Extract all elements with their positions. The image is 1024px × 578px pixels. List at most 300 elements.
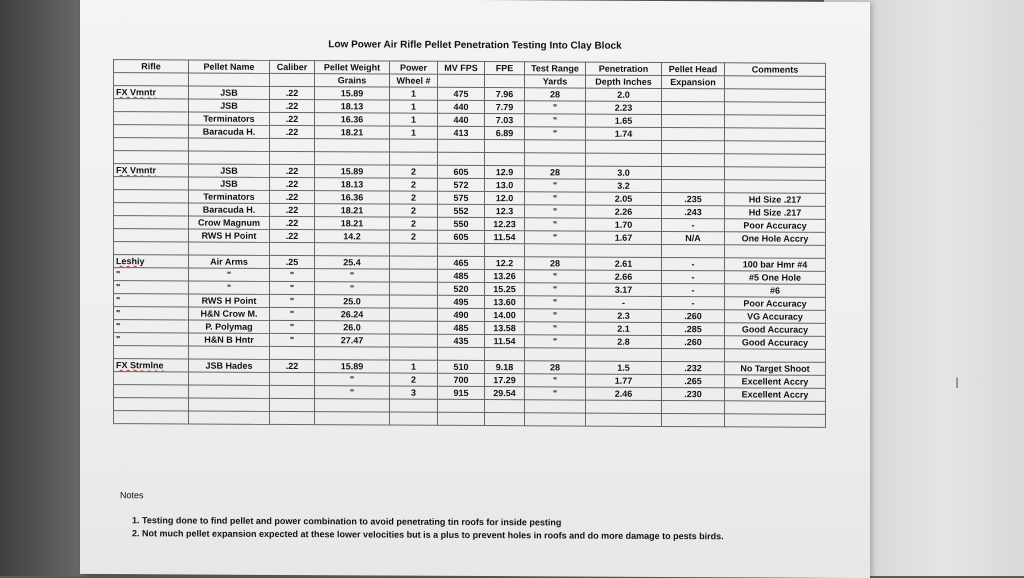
cell-text: 18.21: [340, 205, 364, 216]
table-cell: [270, 99, 315, 112]
table-cell: [390, 230, 438, 243]
table-cell: [270, 86, 315, 99]
table-cell: [315, 256, 390, 269]
table-cell: [189, 268, 270, 281]
cell-text: .235: [684, 194, 702, 205]
table-cell: [725, 323, 826, 337]
blank-cell: [485, 244, 525, 257]
table-cell: [390, 308, 438, 321]
cell-text: FX Strmlne: [116, 360, 164, 371]
blank-cell: [270, 346, 315, 359]
cell-text: 2: [410, 231, 416, 242]
table-cell: [189, 255, 270, 268]
table-cell: [390, 100, 438, 113]
table-cell: [114, 190, 189, 203]
cell-text: One Hole Accry: [741, 233, 809, 244]
cell-text: 11.54: [493, 232, 516, 243]
table-cell: [725, 362, 826, 376]
column-header: MV FPS: [438, 61, 485, 74]
table-cell: [114, 333, 189, 346]
cell-text: No Target Shoot: [740, 363, 810, 374]
blank-cell: [390, 139, 438, 152]
cell-text: ": [289, 283, 295, 294]
table-cell: [662, 205, 725, 218]
cell-text: 14.2: [343, 231, 361, 242]
cell-text: .22: [285, 114, 299, 125]
table-cell: [485, 114, 525, 127]
table-cell: [485, 218, 525, 231]
blank-cell: [586, 413, 662, 426]
column-header: Test Range: [525, 62, 586, 75]
cell-text: .260: [684, 311, 702, 322]
cell-text: 15.25: [493, 284, 516, 295]
cell-text: 26.0: [343, 322, 361, 333]
table-cell: [270, 190, 315, 203]
table-cell: [586, 322, 662, 335]
cell-text: 1.67: [614, 232, 633, 243]
desk-background-left: [0, 0, 85, 576]
table-cell: [525, 283, 586, 296]
table-cell: [725, 89, 826, 103]
table-cell: [725, 128, 826, 142]
table-cell: [114, 216, 189, 229]
cell-text: ": [552, 323, 558, 334]
table-cell: [525, 374, 586, 387]
blank-cell: [525, 413, 586, 426]
cell-text: ": [289, 322, 295, 333]
cell-text: 2.23: [614, 102, 633, 113]
column-subheader: Expansion: [662, 75, 725, 88]
blank-cell: [189, 398, 270, 411]
table-cell: [485, 270, 525, 283]
table-cell: [390, 191, 438, 204]
blank-cell: [662, 244, 725, 257]
table-cell: [315, 269, 390, 282]
table-cell: [485, 283, 525, 296]
blank-cell: [485, 400, 525, 413]
table-cell: [390, 113, 438, 126]
cell-text: 2.05: [614, 193, 633, 204]
table-cell: [586, 257, 662, 270]
table-cell: [662, 296, 725, 309]
blank-cell: [189, 346, 270, 359]
cell-text: JSB Hades: [205, 360, 253, 371]
blank-cell: [725, 154, 826, 168]
column-subheader: [485, 75, 525, 88]
cell-text: 13.58: [493, 323, 516, 334]
table-cell: [270, 359, 315, 372]
table-cell: [438, 100, 485, 113]
column-subheader: Wheel #: [390, 74, 438, 87]
table-cell: [586, 296, 662, 309]
table-cell: [485, 192, 525, 205]
table-cell: [189, 86, 270, 99]
cell-text: 2: [410, 205, 416, 216]
blank-cell: [315, 152, 390, 165]
table-cell: [725, 180, 826, 194]
cell-text: FX Vmntr: [116, 87, 157, 98]
table-cell: [662, 361, 725, 374]
table-cell: [390, 217, 438, 230]
cell-text: #5 One Hole: [748, 272, 802, 283]
cell-text: Baracuda H.: [202, 204, 256, 215]
blank-cell: [114, 242, 189, 255]
blank-cell: [485, 413, 525, 426]
table-cell: [315, 87, 390, 100]
blank-cell: [114, 411, 189, 424]
cell-text: ": [116, 295, 121, 306]
cell-text: -: [691, 220, 695, 231]
table-cell: [725, 375, 826, 389]
cell-text: 575: [453, 192, 469, 203]
table-cell: [189, 320, 270, 333]
table-cell: [114, 125, 189, 138]
cell-text: FX Vmntr: [116, 165, 157, 176]
table-cell: [189, 372, 270, 385]
table-cell: [586, 205, 662, 218]
table-cell: [662, 179, 725, 192]
table-cell: [315, 230, 390, 243]
table-cell: [390, 256, 438, 269]
table-cell: [189, 333, 270, 346]
table-cell: [525, 166, 586, 179]
table-cell: [586, 218, 662, 231]
table-cell: [485, 257, 525, 270]
blank-cell: [586, 140, 662, 153]
blank-cell: [485, 348, 525, 361]
table-cell: [315, 178, 390, 191]
table-cell: [525, 322, 586, 335]
column-subheader: [270, 73, 315, 86]
table-cell: [438, 87, 485, 100]
cell-text: 16.36: [340, 192, 364, 203]
table-cell: [485, 309, 525, 322]
cell-text: 490: [453, 309, 469, 320]
blank-cell: [114, 398, 189, 411]
cell-text: 9.18: [495, 362, 514, 373]
table-cell: [485, 231, 525, 244]
column-subheader: Yards: [525, 75, 586, 88]
notes-section: [120, 490, 724, 543]
column-header: FPE: [485, 62, 525, 75]
table-cell: [485, 127, 525, 140]
blank-cell: [662, 400, 725, 413]
cell-text: 2.61: [614, 258, 633, 269]
table-cell: [270, 216, 315, 229]
blank-cell: [438, 139, 485, 152]
cell-text: 1.5: [617, 362, 630, 373]
table-cell: [586, 335, 662, 348]
column-subheader: [438, 74, 485, 87]
cell-text: 2.46: [614, 388, 633, 399]
table-cell: [270, 320, 315, 333]
column-header: Comments: [725, 63, 826, 77]
cell-text: 440: [453, 101, 469, 112]
table-cell: [485, 335, 525, 348]
cell-text: 25.4: [343, 257, 361, 268]
table-cell: [270, 385, 315, 398]
cell-text: 465: [453, 257, 469, 268]
table-cell: [315, 386, 390, 399]
table-cell: [586, 387, 662, 400]
column-header: Rifle: [114, 60, 189, 73]
table-cell: [270, 177, 315, 190]
table-cell: [315, 334, 390, 347]
table-cell: [586, 270, 662, 283]
blank-cell: [390, 152, 438, 165]
blank-cell: [438, 347, 485, 360]
column-subheader: Grains: [315, 74, 390, 87]
blank-cell: [114, 151, 189, 164]
cell-text: ": [552, 180, 558, 191]
cell-text: H&N B Hntr: [204, 334, 254, 345]
paper-sheet: [80, 0, 870, 578]
cell-text: ": [552, 375, 558, 386]
cell-text: 28: [549, 167, 560, 178]
table-cell: [725, 167, 826, 181]
blank-cell: [189, 411, 270, 424]
cell-text: Excellent Accry: [741, 376, 809, 387]
blank-cell: [270, 242, 315, 255]
table-cell: [586, 101, 662, 114]
table-cell: [586, 179, 662, 192]
cell-text: ": [552, 206, 558, 217]
cell-text: ": [552, 388, 558, 399]
blank-cell: [270, 138, 315, 151]
table-cell: [390, 204, 438, 217]
table-cell: [315, 165, 390, 178]
table-cell: [525, 127, 586, 140]
cell-text: 413: [453, 127, 469, 138]
cell-text: 475: [453, 88, 469, 99]
table-cell: [114, 203, 189, 216]
cell-text: ": [116, 269, 121, 280]
cell-text: Hd Size .217: [748, 207, 802, 218]
column-header: Penetration: [586, 62, 662, 75]
cell-text: ": [552, 336, 558, 347]
cell-text: 12.3: [495, 206, 514, 217]
cell-text: VG Accuracy: [747, 311, 803, 322]
table-cell: [525, 192, 586, 205]
table-cell: [315, 204, 390, 217]
table-cell: [189, 359, 270, 372]
cell-text: 915: [453, 387, 469, 398]
table-cell: [725, 336, 826, 350]
column-subheader: [114, 73, 189, 86]
blank-cell: [270, 151, 315, 164]
cell-text: .260: [684, 337, 702, 348]
cell-text: 2: [410, 192, 416, 203]
table-cell: [315, 373, 390, 386]
blank-cell: [662, 153, 725, 166]
table-cell: [485, 88, 525, 101]
table-cell: [189, 190, 270, 203]
cell-text: ": [552, 271, 558, 282]
table-cell: [662, 192, 725, 205]
table-cell: [525, 257, 586, 270]
cell-text: 13.0: [495, 180, 514, 191]
table-cell: [662, 283, 725, 296]
cell-text: JSB: [220, 178, 238, 189]
table-cell: [270, 294, 315, 307]
table-cell: [114, 229, 189, 242]
cell-text: 29.54: [493, 388, 516, 399]
cell-text: 11.54: [493, 336, 516, 347]
cell-text: .22: [285, 218, 299, 229]
table-cell: [725, 297, 826, 311]
cell-text: ": [116, 334, 121, 345]
table-cell: [315, 360, 390, 373]
blank-cell: [586, 348, 662, 361]
table-cell: [662, 127, 725, 140]
table-cell: [270, 307, 315, 320]
table-cell: [586, 361, 662, 374]
table-cell: [270, 281, 315, 294]
cell-text: 15.89: [340, 166, 364, 177]
cell-text: H&N Crow M.: [200, 308, 258, 319]
cell-text: 18.13: [340, 101, 364, 112]
table-cell: [586, 231, 662, 244]
column-subheader: [725, 76, 826, 90]
table-cell: [586, 127, 662, 140]
table-cell: [189, 281, 270, 294]
cell-text: 3: [410, 387, 416, 398]
blank-cell: [662, 348, 725, 361]
table-cell: [189, 229, 270, 242]
table-cell: [525, 296, 586, 309]
blank-cell: [390, 347, 438, 360]
table-cell: [390, 295, 438, 308]
cell-text: RWS H Point: [201, 230, 257, 241]
cell-text: Hd Size .217: [748, 194, 802, 205]
table-cell: [189, 216, 270, 229]
table-cell: [390, 321, 438, 334]
table-cell: [390, 386, 438, 399]
cell-text: P. Polymag: [205, 321, 253, 332]
cell-text: ": [552, 115, 558, 126]
cell-text: ": [552, 310, 558, 321]
table-cell: [662, 387, 725, 400]
table-cell: [438, 308, 485, 321]
table-cell: [586, 283, 662, 296]
table-cell: [390, 269, 438, 282]
table-cell: [525, 88, 586, 101]
cell-text: 550: [453, 218, 469, 229]
blank-cell: [725, 245, 826, 259]
cell-text: ": [552, 193, 558, 204]
cell-text: .22: [285, 127, 299, 138]
cell-text: .22: [285, 179, 299, 190]
blank-cell: [525, 348, 586, 361]
cell-text: ": [116, 282, 121, 293]
blank-cell: [270, 411, 315, 424]
table-cell: [662, 166, 725, 179]
cell-text: ": [116, 321, 121, 332]
table-cell: [525, 205, 586, 218]
cell-text: Terminators: [203, 191, 255, 202]
cell-text: 18.21: [340, 218, 364, 229]
cell-text: -: [691, 259, 695, 270]
table-cell: [438, 321, 485, 334]
cell-text: Excellent Accry: [741, 389, 809, 400]
blank-cell: [114, 138, 189, 151]
column-subheader: Depth Inches: [586, 75, 662, 88]
table-cell: [525, 218, 586, 231]
table-cell: [485, 179, 525, 192]
table-cell: [114, 307, 189, 320]
cell-text: 28: [549, 362, 560, 373]
cell-text: 7.03: [495, 115, 514, 126]
table-cell: [270, 268, 315, 281]
blank-cell: [525, 400, 586, 413]
cell-text: 1: [410, 114, 416, 125]
cell-text: 28: [549, 89, 560, 100]
table-cell: [114, 294, 189, 307]
blank-cell: [586, 153, 662, 166]
table-cell: [114, 164, 189, 177]
table-cell: [725, 102, 826, 116]
table-cell: [662, 218, 725, 231]
column-subheader: [189, 73, 270, 86]
cell-text: 2: [410, 218, 416, 229]
cell-text: .232: [684, 363, 702, 374]
cell-text: .25: [285, 257, 299, 268]
notes-list: [120, 514, 724, 543]
cell-text: 7.96: [495, 89, 514, 100]
cell-text: 2.26: [614, 206, 633, 217]
cell-text: Crow Magnum: [198, 217, 260, 228]
table-cell: [270, 229, 315, 242]
cell-text: 3.17: [614, 284, 633, 295]
table-cell: [662, 231, 725, 244]
cell-text: 15.89: [340, 361, 364, 372]
cell-text: 2.66: [614, 271, 633, 282]
blank-cell: [438, 399, 485, 412]
table-cell: [189, 125, 270, 138]
table-cell: [725, 310, 826, 324]
table-cell: [390, 334, 438, 347]
cell-text: -: [691, 272, 695, 283]
table-cell: [189, 294, 270, 307]
column-header: Pellet Weight: [315, 61, 390, 74]
cell-text: 2: [410, 179, 416, 190]
table-cell: [114, 372, 189, 385]
table-cell: [586, 114, 662, 127]
blank-cell: [189, 138, 270, 151]
cell-text: 1: [410, 127, 416, 138]
blank-cell: [390, 399, 438, 412]
table-cell: [189, 385, 270, 398]
table-cell: [189, 307, 270, 320]
cell-text: 25.0: [343, 296, 361, 307]
table-cell: [662, 270, 725, 283]
cell-text: Good Accuracy: [741, 324, 809, 335]
blank-cell: [438, 243, 485, 256]
blank-cell: [525, 153, 586, 166]
blank-cell: [525, 140, 586, 153]
cell-text: ": [226, 282, 232, 293]
table-cell: [114, 177, 189, 190]
cell-text: Baracuda H.: [202, 126, 256, 137]
cell-text: Poor Accuracy: [743, 298, 807, 309]
table-cell: [525, 270, 586, 283]
table-cell: [114, 359, 189, 372]
table-cell: [270, 164, 315, 177]
notes-title: Notes: [120, 490, 144, 501]
blank-cell: [485, 153, 525, 166]
table-cell: [114, 385, 189, 398]
cell-text: 6.89: [495, 128, 514, 139]
